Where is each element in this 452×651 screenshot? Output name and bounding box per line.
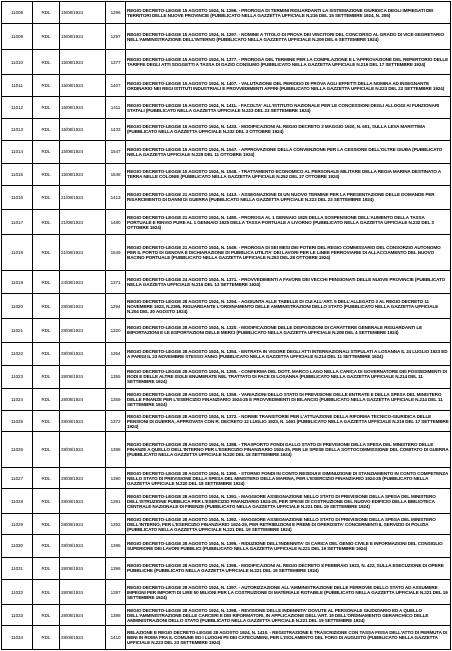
decree-code: 1398 xyxy=(106,604,126,625)
decree-description: REGIO DECRETO-LEGGE 15 AGOSTO 1924, N. 1411. - FACOLTA' ALL'ISTITUTO NAZIONALE PER LE CONCESSIONI DEGLI ALLOGGI AI FUNZIONARI STATALI (PUBBLICATO NELLA GAZZETTA UFFICIALE N.223 DEL 23 SETTEMBRE 1924) xyxy=(126,97,451,118)
act-type: RDL xyxy=(33,2,60,24)
act-type: RDL xyxy=(33,186,60,210)
decree-code: 1407 xyxy=(106,74,126,96)
decree-date: 28/08/1924 xyxy=(60,513,106,534)
decree-number: 11009 xyxy=(2,24,33,50)
decree-number: 11012 xyxy=(2,97,33,118)
act-type: RDL xyxy=(33,209,60,235)
act-type: RDL xyxy=(33,50,60,75)
decree-code: 1297 xyxy=(106,24,126,50)
decree-number: 11034 xyxy=(2,626,33,650)
decree-code: 1296 xyxy=(106,2,126,24)
table-row xyxy=(2,626,451,650)
table-row xyxy=(2,342,451,366)
decree-number: 11032 xyxy=(2,580,33,605)
decree-date: 28/08/1924 xyxy=(60,432,106,467)
decree-date: 28/08/1924 xyxy=(60,294,106,319)
decree-table-body xyxy=(2,2,451,650)
decree-code: 1320 xyxy=(106,318,126,342)
decree-code: 1355 xyxy=(106,366,126,388)
decree-description: REGIO DECRETO-LEGGE 28 AGOSTO 1924, N. 1398. - REVISIONE DELLE INDENNITA' DOVUTE AL PERSONALE GIUDIZIARIO ED A QUELLO DELL'AMMINISTRAZIONE DELLE CARCERI E DEI RIFORMATORI, IN APPLICAZIONE DELL'ART. 19 DELL'ORDINAMENTO GERARCHICO DELLE AMMINISTRAZIONI DELLO STATO (PUBBLICATO NELLA GAZZETTA UFFICIALE N.221 DEL 19 SETTEMBRE 1924) xyxy=(126,604,451,625)
decree-number: 11016 xyxy=(2,186,33,210)
act-type: RDL xyxy=(33,388,60,410)
decree-date: 21/08/1924 xyxy=(60,209,106,235)
table-row xyxy=(2,50,451,75)
decree-description: REGIO DECRETO-LEGGE 28 AGOSTO 1924, N. 1397. - AUTORIZZAZIONE ALL'AMMINISTRAZIONE DELLE FERROVIE DELLO STATO AD ASSUMERE IMPEGNI PER IMPORTI DI LIRE 50 MILIONI PER LA COSTRUZIONE DI MATERIALE ROTABILE (PUBBLICATO NELLA GAZZETTA UFFICIALE N.221 DEL 19 SETTEMBRE 1924) xyxy=(126,580,451,605)
act-type: RDL xyxy=(33,97,60,118)
decree-code: 1433 xyxy=(106,118,126,140)
act-type: RDL xyxy=(33,535,60,557)
decree-code: 1372 xyxy=(106,411,126,432)
act-type: RDL xyxy=(33,318,60,342)
decree-date: 28/08/1924 xyxy=(60,535,106,557)
decree-description: REGIO DECRETO-LEGGE 24 AGOSTO 1924, N. 1371. - PROVVEDIMENTI A FAVORE DEI VECCHI PENSIONATI DELLE NUOVE PROVINCIE (PUBBLICATO NELLA GAZZETTA UFFICIALE N.216 DEL 13 SETTEMBRE 1924) xyxy=(126,270,451,294)
act-type: RDL xyxy=(33,163,60,185)
decree-description: REGIO DECRETO-LEGGE 15 AGOSTO 1924, N. 1433. - MODIFICAZIONI AL REGIO DECRETO 2 MAGGIO 1920, N. 601, SULLA LEVA MARITTIMA (PUBBLICATO NELLA GAZZETTA UFFICIALE N.232 DEL 3 OTTOBRE 1924) xyxy=(126,118,451,140)
decree-code: 1359 xyxy=(106,388,126,410)
decree-number: 11026 xyxy=(2,432,33,467)
decree-number: 11015 xyxy=(2,163,33,185)
decree-number: 11028 xyxy=(2,489,33,514)
table-row xyxy=(2,489,451,514)
decree-date: 15/08/1924 xyxy=(60,24,106,50)
table-row xyxy=(2,74,451,96)
decree-description: REGIO DECRETO-LEGGE 28 AGOSTO 1924, N. 1391. - MAGGIORE ASSEGNAZIONE NELLO STATO DI PREVISIONE DELLA SPESA DEL MINISTERO DELL'ISTRUZIONE PUBBLICA PER L'ESERCIZIO FINANZIARIO 1924-25, PER SPESE DI COSTRUZIONE DEL NUOVO EDIFICIO DELLA BIBLIOTECA CENTRALE NAZIONALE DI FIRENZE (PUBBLICATO NELLA GAZZETTA UFFICIALE N.221 DEL 19 SETTEMBRE 1924) xyxy=(126,489,451,514)
decree-date: 28/08/1924 xyxy=(60,467,106,488)
decree-code: 1294 xyxy=(106,294,126,319)
decree-code: 1390 xyxy=(106,467,126,488)
decree-number: 11017 xyxy=(2,209,33,235)
act-type: RDL xyxy=(33,270,60,294)
decree-date: 28/08/1924 xyxy=(60,580,106,605)
table-row xyxy=(2,270,451,294)
decree-number: 11030 xyxy=(2,535,33,557)
decree-description: REGIO DECRETO-LEGGE 15 AGOSTO 1924, N. 1547. - APPROVAZIONE DELLA CONVENZIONE PER LA CESSIONE DELL'OLTRE GIUBA (PUBBLICATO NELLA GAZZETTA UFFICIALE N.229 DEL 11 OTTOBRE 1924) xyxy=(126,141,451,163)
decree-number: 11024 xyxy=(2,388,33,410)
decree-number: 11025 xyxy=(2,411,33,432)
decree-date: 28/08/1924 xyxy=(60,626,106,650)
decree-date: 15/08/1924 xyxy=(60,118,106,140)
decree-date: 15/08/1924 xyxy=(60,50,106,75)
decree-code: 1410 xyxy=(106,626,126,650)
decree-date: 15/08/1924 xyxy=(60,2,106,24)
table-row xyxy=(2,163,451,185)
table-row xyxy=(2,141,451,163)
decree-date: 15/08/1924 xyxy=(60,97,106,118)
decree-number: 11033 xyxy=(2,604,33,625)
act-type: RDL xyxy=(33,604,60,625)
decree-number: 11023 xyxy=(2,366,33,388)
table-row xyxy=(2,24,451,50)
decree-description: REGIO DECRETO-LEGGE 28 AGOSTO 1924, N. 1320. - MODIFICAZIONE DELLE DISPOSIZIONI DI CARATTERE GENERALE RIGUARDANTI LE IMPORTAZIONI E LE ESPORTAZIONI DELLE MERCI (PUBBLICATO NELLA GAZZETTA UFFICIALE N.208 DEL 4 SETTEMBRE 1924) xyxy=(126,318,451,342)
decree-date: 28/08/1924 xyxy=(60,388,106,410)
table-row xyxy=(2,580,451,605)
decree-description: REGIO DECRETO-LEGGE 28 AGOSTO 1924, N. 1294. - AGGIUNTA ALLE TABELLE DI CUI ALL'ART. 5 DELL'ALLEGATO 2 AL REGIO DECRETO 11 NOVEMBRE 1923, N.2395, RIGUARDANTE L'ORDINAMENTO DELLE AMMINISTRAZIONI DELLO STATO (PUBBLICATO NELLA GAZZETTA UFFICIALE N.204 DEL 30 AGOSTO 1924) xyxy=(126,294,451,319)
decree-code: 1371 xyxy=(106,270,126,294)
decree-date: 28/08/1924 xyxy=(60,411,106,432)
table-row xyxy=(2,604,451,625)
table-row xyxy=(2,432,451,467)
decree-date: 28/08/1924 xyxy=(60,342,106,366)
decree-code: 1392 xyxy=(106,513,126,534)
decree-code: 1397 xyxy=(106,580,126,605)
decree-description: REGIO DECRETO-LEGGE 28 AGOSTO 1924, N. 1359. - VARIAZIONI DELLO STATO DI PREVISIONE DELLE ENTRATE E DELLA SPESA DEL MINISTERO DELLE FINANZE PER L'ESERCIZIO FINANZIARIO 1924-25 E PROVVEDIMENTI DI BILANCIO (PUBBLICATO NELLA GAZZETTA UFFICIALE N.214 DEL 11 SETTEMBRE 1924) xyxy=(126,388,451,410)
table-row xyxy=(2,2,451,24)
decree-date: 28/08/1924 xyxy=(60,604,106,625)
act-type: RDL xyxy=(33,411,60,432)
decree-number: 11027 xyxy=(2,467,33,488)
decree-number: 11018 xyxy=(2,235,33,270)
decree-description: REGIO DECRETO-LEGGE 15 AGOSTO 1924, N. 1297. - NOMINE A TITOLO DI PROVA DEI VINCITORI DEL CONCORSO AL GRADO DI VICE-SEGRETARIO NELL'AMMINISTRAZIONE DELL'INTERNO (PUBBLICATO NELLA GAZZETTA UFFICIALE N.209 DEL 6 SETTEMBRE 1924) xyxy=(126,24,451,50)
decree-description: REGIO DECRETO-LEGGE 28 AGOSTO 1924, N. 1390. - STORNO FONDI IN CONTO RESIDUI E DIMINUZIONE DI STANZIAMENTO IN CONTO COMPETENZA NELLO STATO DI PREVISIONE DELLA SPESA DEL MINISTERO DELLA MARINA, PER L'ESERCIZIO FINANZIARIO 1924-25 (PUBBLICATO NELLA GAZZETTA UFFICIALE N.220 DEL 18 SETTEMBRE 1924) xyxy=(126,467,451,488)
decree-code: 1391 xyxy=(106,489,126,514)
table-row xyxy=(2,366,451,388)
decree-code: 1549 xyxy=(106,235,126,270)
decree-date: 15/08/1924 xyxy=(60,141,106,163)
decree-date: 21/08/1924 xyxy=(60,235,106,270)
decree-description: REGIO DECRETO-LEGGE 28 AGOSTO 1924, N. 1354. - ENTRATA IN VIGORE DEGLI ATTI INTERNAZIONALI STIPULATI A LOSANNA IL 24 LUGLIO 1923 ED A PARIGI IL 23 NOVEMBRE STESSO ANNO (PUBBLICATO NELLA GAZZETTA UFFICIALE N.214 DEL 11 SETTEMBRE 1924) xyxy=(126,342,451,366)
decree-code: 1411 xyxy=(106,97,126,118)
decree-number: 11011 xyxy=(2,74,33,96)
table-row xyxy=(2,513,451,534)
decree-date: 15/08/1924 xyxy=(60,74,106,96)
table-row xyxy=(2,411,451,432)
decree-number: 11010 xyxy=(2,50,33,75)
decree-date: 28/08/1924 xyxy=(60,557,106,579)
decree-number: 11029 xyxy=(2,513,33,534)
decree-date: 28/08/1924 xyxy=(60,318,106,342)
act-type: RDL xyxy=(33,235,60,270)
table-row xyxy=(2,294,451,319)
table-row xyxy=(2,235,451,270)
decree-table xyxy=(1,1,451,650)
decree-description: REGIO DECRETO-LEGGE 15 AGOSTO 1924, N. 1377. - PROROGA DEL TERMINE PER LA COMPILAZIONE E L'APPROVAZIONE DEL REPERTORIO DELLE TARIFFE DEGLI ATTI SOGGETTI A TASSA DI DAZIO CONSUMO (PUBBLICATO NELLA GAZZETTA UFFICIALE N.219 DEL 17 SETTEMBRE 1924) xyxy=(126,50,451,75)
act-type: RDL xyxy=(33,294,60,319)
decree-number: 11014 xyxy=(2,141,33,163)
decree-description: REGIO DECRETO-LEGGE 28 AGOSTO 1924, N. 1372. - NORME TRANSITORIE PER L'ATTUAZIONE DELLA RIFORMA TECNICO-GIURIDICA DELLE PENSIONI DI GUERRA, APPROVATA CON R. DECRETO 12 LUGLIO 1923, N. 1491 (PUBBLICATO NELLA GAZZETTA UFFICIALE N.219 DEL 17 SETTEMBRE 1924) xyxy=(126,411,451,432)
decree-description: REGIO DECRETO-LEGGE 21 AGOSTO 1924, N. 1549. - PROROGA DI SEI MESI DEI POTERI DEL REGIO COMMISSARIO DEL CONSORZIO AUTONOMO PER IL PORTO DI GENOVA E DICHIARAZIONE DI PUBBLICA UTILITA' DEI LAVORI PER LE LINEE FERROVIARIE DI ALLACCIAMENTO DEL NUOVO BACINO PORTUALE (PUBBLICATO NELLA GAZZETTA UFFICIALE N.253 DEL 28 OTTOBRE 1924) xyxy=(126,235,451,270)
act-type: RDL xyxy=(33,432,60,467)
table-row xyxy=(2,388,451,410)
decree-number: 11019 xyxy=(2,270,33,294)
decree-description: REGIO DECRETO-LEGGE 15 AGOSTO 1924, N. 1548. - TRATTAMENTO ECONOMICO AL PERSONALE MILITARE DELLA REGIA MARINA DESTINATO A TERRA NELLE COLONIE (PUBBLICATO NELLA GAZZETTA UFFICIALE N.252 DEL 27 OTTOBRE 1924) xyxy=(126,163,451,185)
decree-code: 1388 xyxy=(106,432,126,467)
decree-number: 11021 xyxy=(2,318,33,342)
table-row xyxy=(2,186,451,210)
table-row xyxy=(2,209,451,235)
decree-number: 11031 xyxy=(2,557,33,579)
act-type: RDL xyxy=(33,74,60,96)
act-type: RDL xyxy=(33,626,60,650)
table-row xyxy=(2,557,451,579)
act-type: RDL xyxy=(33,580,60,605)
decree-description: REGIO DECRETO-LEGGE 28 AGOSTO 1924, N. 1355. - CONFERMA DEL DOTT. MARCO LAGO NELLA CARICA DI GOVERNATORE DEI POSSEDIMENTI DI RODI E DELLE ALTRE ISOLE ENUMERATE NEL TRATTATO DI PACE DI LOSANNA (PUBBLICATO NELLA GAZZETTA UFFICIALE N.214 DEL 11 SETTEMBRE 1924) xyxy=(126,366,451,388)
decree-number: 11020 xyxy=(2,294,33,319)
decree-description: REGIO DECRETO-LEGGE 28 AGOSTO 1924, N. 1392. - MAGGIORE ASSEGNAZIONE NELLO STATO DI PREVISIONE DELLA SPESA DEL MINISTERO DELL'INTERNO, PER L'ESERCIZIO FINANZIARIO 1924-25, PER RETRIBUZIONI E PREMI DI OPEROSITA' CONCERNENTI IL SERVIZIO DI POLIZIA (PUBBLICATO NELLA GAZZETTA UFFICIALE N.221 DEL 19 SETTEMBRE 1924) xyxy=(126,513,451,534)
table-row xyxy=(2,535,451,557)
decree-description: REGIO DECRETO-LEGGE 15 AGOSTO 1924, N. 1296. - PROROGA DI TERMINI RIGUARDANTI LA SISTEMAZIONE GIURIDICA DEGLI IMPIEGATI DEI TERRITORI DELLE NUOVE PROVINCIE (PUBBLICATO NELLA GAZZETTA UFFICIALE N.216 DEL 15 SETTEMBRE 1924, N. 205) xyxy=(126,2,451,24)
decree-description: REGIO DECRETO-LEGGE 28 AGOSTO 1924, N. 1396. - MODIFICAZIONI AL REGIO DECRETO 8 FEBBRAIO 1923, N. 422, SULLA ESECUZIONE DI OPERE PUBBLICHE (PUBBLICATO NELLA GAZZETTA UFFICIALE N.221 DEL 19 SETTEMBRE 1924) xyxy=(126,557,451,579)
decree-date: 28/08/1924 xyxy=(60,366,106,388)
decree-description: REGIO DECRETO-LEGGE 28 AGOSTO 1924, N. 1388. - TRASPORTO FONDI DALLO STATO DI PREVISIONE DELLA SPESA DEL MINISTERO DELLE FINANZE A QUELLO DELL'INTERNO PER L'ESERCIZIO FINANZIARIO 1924-25, PER LE SPESE DELLA SOTTOCOMMISSIONE DEL COMITATO DI GUERRA (PUBBLICATO NELLA GAZZETTA UFFICIALE N.220 DEL 18 SETTEMBRE 1924) xyxy=(126,432,451,467)
decree-date: 21/08/1924 xyxy=(60,186,106,210)
decree-code: 1547 xyxy=(106,141,126,163)
decree-code: 1480 xyxy=(106,209,126,235)
decree-code: 1395 xyxy=(106,535,126,557)
decree-code: 1548 xyxy=(106,163,126,185)
act-type: RDL xyxy=(33,342,60,366)
table-row xyxy=(2,467,451,488)
decree-description: RELAZIONE E REGIO DECRETO-LEGGE 28 AGOSTO 1924, N. 1410. - REGISTRAZIONE E TRASCRIZIONE CON TASSA FISSA DELL'ATTO DI PERMUTA DI BENI IN ROMA FRA IL COMUNE ED I LUOGHI PII DEI CATECUMENI, PER L'ISOLAMENTO DEL FORO DI AUGUSTO (PUBBLICATO NELLA GAZZETTA UFFICIALE N.223 DEL 23 SETTEMBRE 1924) xyxy=(126,626,451,650)
act-type: RDL xyxy=(33,557,60,579)
table-row xyxy=(2,97,451,118)
act-type: RDL xyxy=(33,24,60,50)
decree-code: 1396 xyxy=(106,557,126,579)
decree-description: REGIO DECRETO-LEGGE 15 AGOSTO 1924, N. 1407. - VALUTAZIONE DEL PERIODO DI PROVA AGLI EFFETTI DELLA NOMINA AD INSEGNANTE ORDINARIO NEI REGI ISTITUTI INDUSTRIALI E PROVVEDIMENTI AFFINI (PUBBLICATO NELLA GAZZETTA UFFICIALE N.223 DEL 22 SETTEMBRE 1924) xyxy=(126,74,451,96)
act-type: RDL xyxy=(33,118,60,140)
decree-description: REGIO DECRETO-LEGGE 21 AGOSTO 1924, N. 1413. - ASSEGNAZIONE DI UN NUOVO TERMINE PER LA PRESENTAZIONE DELLE DOMANDE PER RISARCIMENTO DI DANNI DI GUERRA (PUBBLICATO NELLA GAZZETTA UFFICIALE N.223 DEL 23 SETTEMBRE 1924) xyxy=(126,186,451,210)
act-type: RDL xyxy=(33,489,60,514)
act-type: RDL xyxy=(33,467,60,488)
decree-number: 11008 xyxy=(2,2,33,24)
decree-date: 28/08/1924 xyxy=(60,489,106,514)
act-type: RDL xyxy=(33,141,60,163)
table-row xyxy=(2,318,451,342)
act-type: RDL xyxy=(33,366,60,388)
decree-code: 1354 xyxy=(106,342,126,366)
decree-code: 1413 xyxy=(106,186,126,210)
decree-date: 24/08/1924 xyxy=(60,270,106,294)
decree-number: 11022 xyxy=(2,342,33,366)
decree-date: 15/08/1924 xyxy=(60,163,106,185)
act-type: RDL xyxy=(33,513,60,534)
table-row xyxy=(2,118,451,140)
decree-code: 1377 xyxy=(106,50,126,75)
decree-description: REGIO DECRETO-LEGGE 21 AGOSTO 1924, N. 1480. - PROROGA AL 1 GENNAIO 1925 DELLA SOSPENSIONE DELL'AUMENTO DELLA TASSA PORTUALE E RINVIO PURE AL 1 GENNAIO 1925 DELLA TASSA PORTUALE A LIVORNO (PUBBLICATO NELLA GAZZETTA UFFICIALE N.232 DEL 3 OTTOBRE 1924) xyxy=(126,209,451,235)
decree-number: 11013 xyxy=(2,118,33,140)
decree-description: REGIO DECRETO-LEGGE 28 AGOSTO 1924, N. 1395. - RIDUZIONE DELL'INDENNITA' DI CARICA DEL GENIO CIVILE E INFORMAZIONI DEL CONSIGLIO SUPERIORE DEI LAVORI PUBBLICI (PUBBLICATO NELLA GAZZETTA UFFICIALE N.221 DEL 19 SETTEMBRE 1924) xyxy=(126,535,451,557)
